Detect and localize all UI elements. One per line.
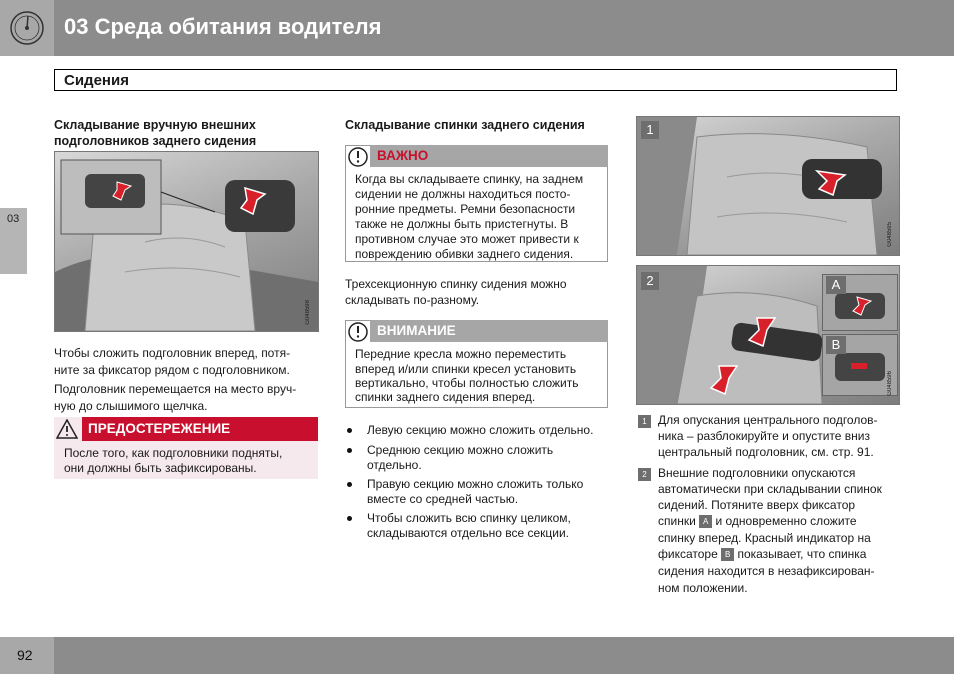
inset-label-a: A <box>826 276 846 294</box>
chapter-title: 03 Среда обитания водителя <box>64 14 382 39</box>
headrest-photo <box>54 151 319 332</box>
step2-line4-post: и одновременно сложите <box>715 514 857 528</box>
step2-line7: сидения находится в незафиксирован- <box>658 564 875 578</box>
bullet-dot <box>347 448 352 453</box>
step2-line6 <box>658 546 866 563</box>
attention-line3: вертикально, чтобы полностью сложить <box>355 376 579 390</box>
important-line2: сидении не должны находиться посто- <box>355 187 571 201</box>
left-paragraph1-line2: ните за фиксатор рядом с подголовником. <box>54 363 290 377</box>
left-paragraph2-line1: Подголовник перемещается на место вруч- <box>54 382 297 396</box>
bullet-3-line1: Правую секцию можно сложить только <box>367 477 584 491</box>
important-line4: также не должны быть пристегнуты. В <box>355 217 569 231</box>
footer-bar <box>54 637 954 674</box>
middle-heading: Складывание спинки заднего сидения <box>345 118 585 132</box>
warning-line1: После того, как подголовники подняты, <box>64 446 283 460</box>
step-badge-1: 1 <box>638 415 651 428</box>
step2-line4-pre: спинки <box>658 514 696 528</box>
step2-line6-post: показывает, что спинка <box>737 547 867 561</box>
inline-badge-b: B <box>721 548 734 561</box>
important-title: ВАЖНО <box>377 148 429 163</box>
bullet-dot <box>347 516 352 521</box>
step1-line2: ника – разблокируйте и опустите вниз <box>658 429 870 443</box>
important-info-icon <box>347 321 369 348</box>
left-heading-line2: подголовников заднего сидения <box>54 134 257 148</box>
important-line6: повреждению обивки заднего сидения. <box>355 247 574 261</box>
warning-line2: они должны быть зафиксированы. <box>64 461 257 475</box>
seatback-photo-2 <box>636 265 900 405</box>
step2-line1: Внешние подголовники опускаются <box>658 466 856 480</box>
middle-paragraph-line1: Трехсекционную спинку сидения можно <box>345 277 567 291</box>
attention-line1: Передние кресла можно переместить <box>355 347 567 361</box>
bullet-dot <box>347 428 352 433</box>
important-line5: противном случае это может привести к <box>355 232 579 246</box>
chapter-side-tab-label: 03 <box>7 213 20 225</box>
photo-code: G048598 <box>305 300 311 325</box>
step-badge-2: 2 <box>638 468 651 481</box>
step2-line4 <box>658 513 857 530</box>
header-icon-box <box>0 0 54 56</box>
middle-paragraph-line2: складывать по-разному. <box>345 293 480 307</box>
bullet-dot <box>347 482 352 487</box>
important-line3: ронние предметы. Ремни безопасности <box>355 202 576 216</box>
section-title: Сидения <box>64 72 129 89</box>
image-label-1: 1 <box>641 121 659 139</box>
inset-label-b: B <box>826 336 846 354</box>
speedometer-icon <box>0 0 54 56</box>
important-line1: Когда вы складываете спинку, на заднем <box>355 172 584 186</box>
photo-code: G048596 <box>887 371 893 396</box>
photo-code: G048595 <box>887 222 893 247</box>
bullet-4-line2: складываются отдельно все секции. <box>367 526 569 540</box>
section-title-box <box>54 69 897 91</box>
bullet-2-line2: отдельно. <box>367 458 422 472</box>
seatback-photo-1 <box>636 116 900 256</box>
step2-line5: спинку вперед. Красный индикатор на <box>658 531 871 545</box>
bullet-2-line1: Среднюю секцию можно сложить <box>367 443 554 457</box>
step2-line8: ном положении. <box>658 581 748 595</box>
attention-title: ВНИМАНИЕ <box>377 323 456 338</box>
bullet-4-line1: Чтобы сложить всю спинку целиком, <box>367 511 571 525</box>
warning-title: ПРЕДОСТЕРЕЖЕНИЕ <box>88 421 231 436</box>
warning-triangle-icon <box>56 419 78 444</box>
inline-badge-a: A <box>699 515 712 528</box>
left-paragraph2-line2: ную до слышимого щелчка. <box>54 399 208 413</box>
step2-line3: сидений. Потяните вверх фиксатор <box>658 498 856 512</box>
attention-line4: спинки заднего сидения вперед. <box>355 390 536 404</box>
center-headrest-illustration <box>637 117 899 255</box>
bullet-3-line2: вместе со средней частью. <box>367 492 519 506</box>
bullet-1-line1: Левую секцию можно сложить отдельно. <box>367 423 594 437</box>
important-info-icon <box>347 146 369 173</box>
left-heading-line1: Складывание вручную внешних <box>54 118 256 132</box>
step2-line2: автоматически при складывании спинок <box>658 482 882 496</box>
attention-line2: вперед и/или спинки кресел установить <box>355 362 577 376</box>
step1-line1: Для опускания центрального подголов- <box>658 413 878 427</box>
step2-line6-pre: фиксаторе <box>658 547 718 561</box>
image-label-2: 2 <box>641 272 659 290</box>
step1-line3: центральный подголовник, см. стр. 91. <box>658 445 874 459</box>
headrest-illustration <box>55 152 318 331</box>
page-number: 92 <box>17 647 33 663</box>
left-paragraph1-line1: Чтобы сложить подголовник вперед, потя- <box>54 346 291 360</box>
